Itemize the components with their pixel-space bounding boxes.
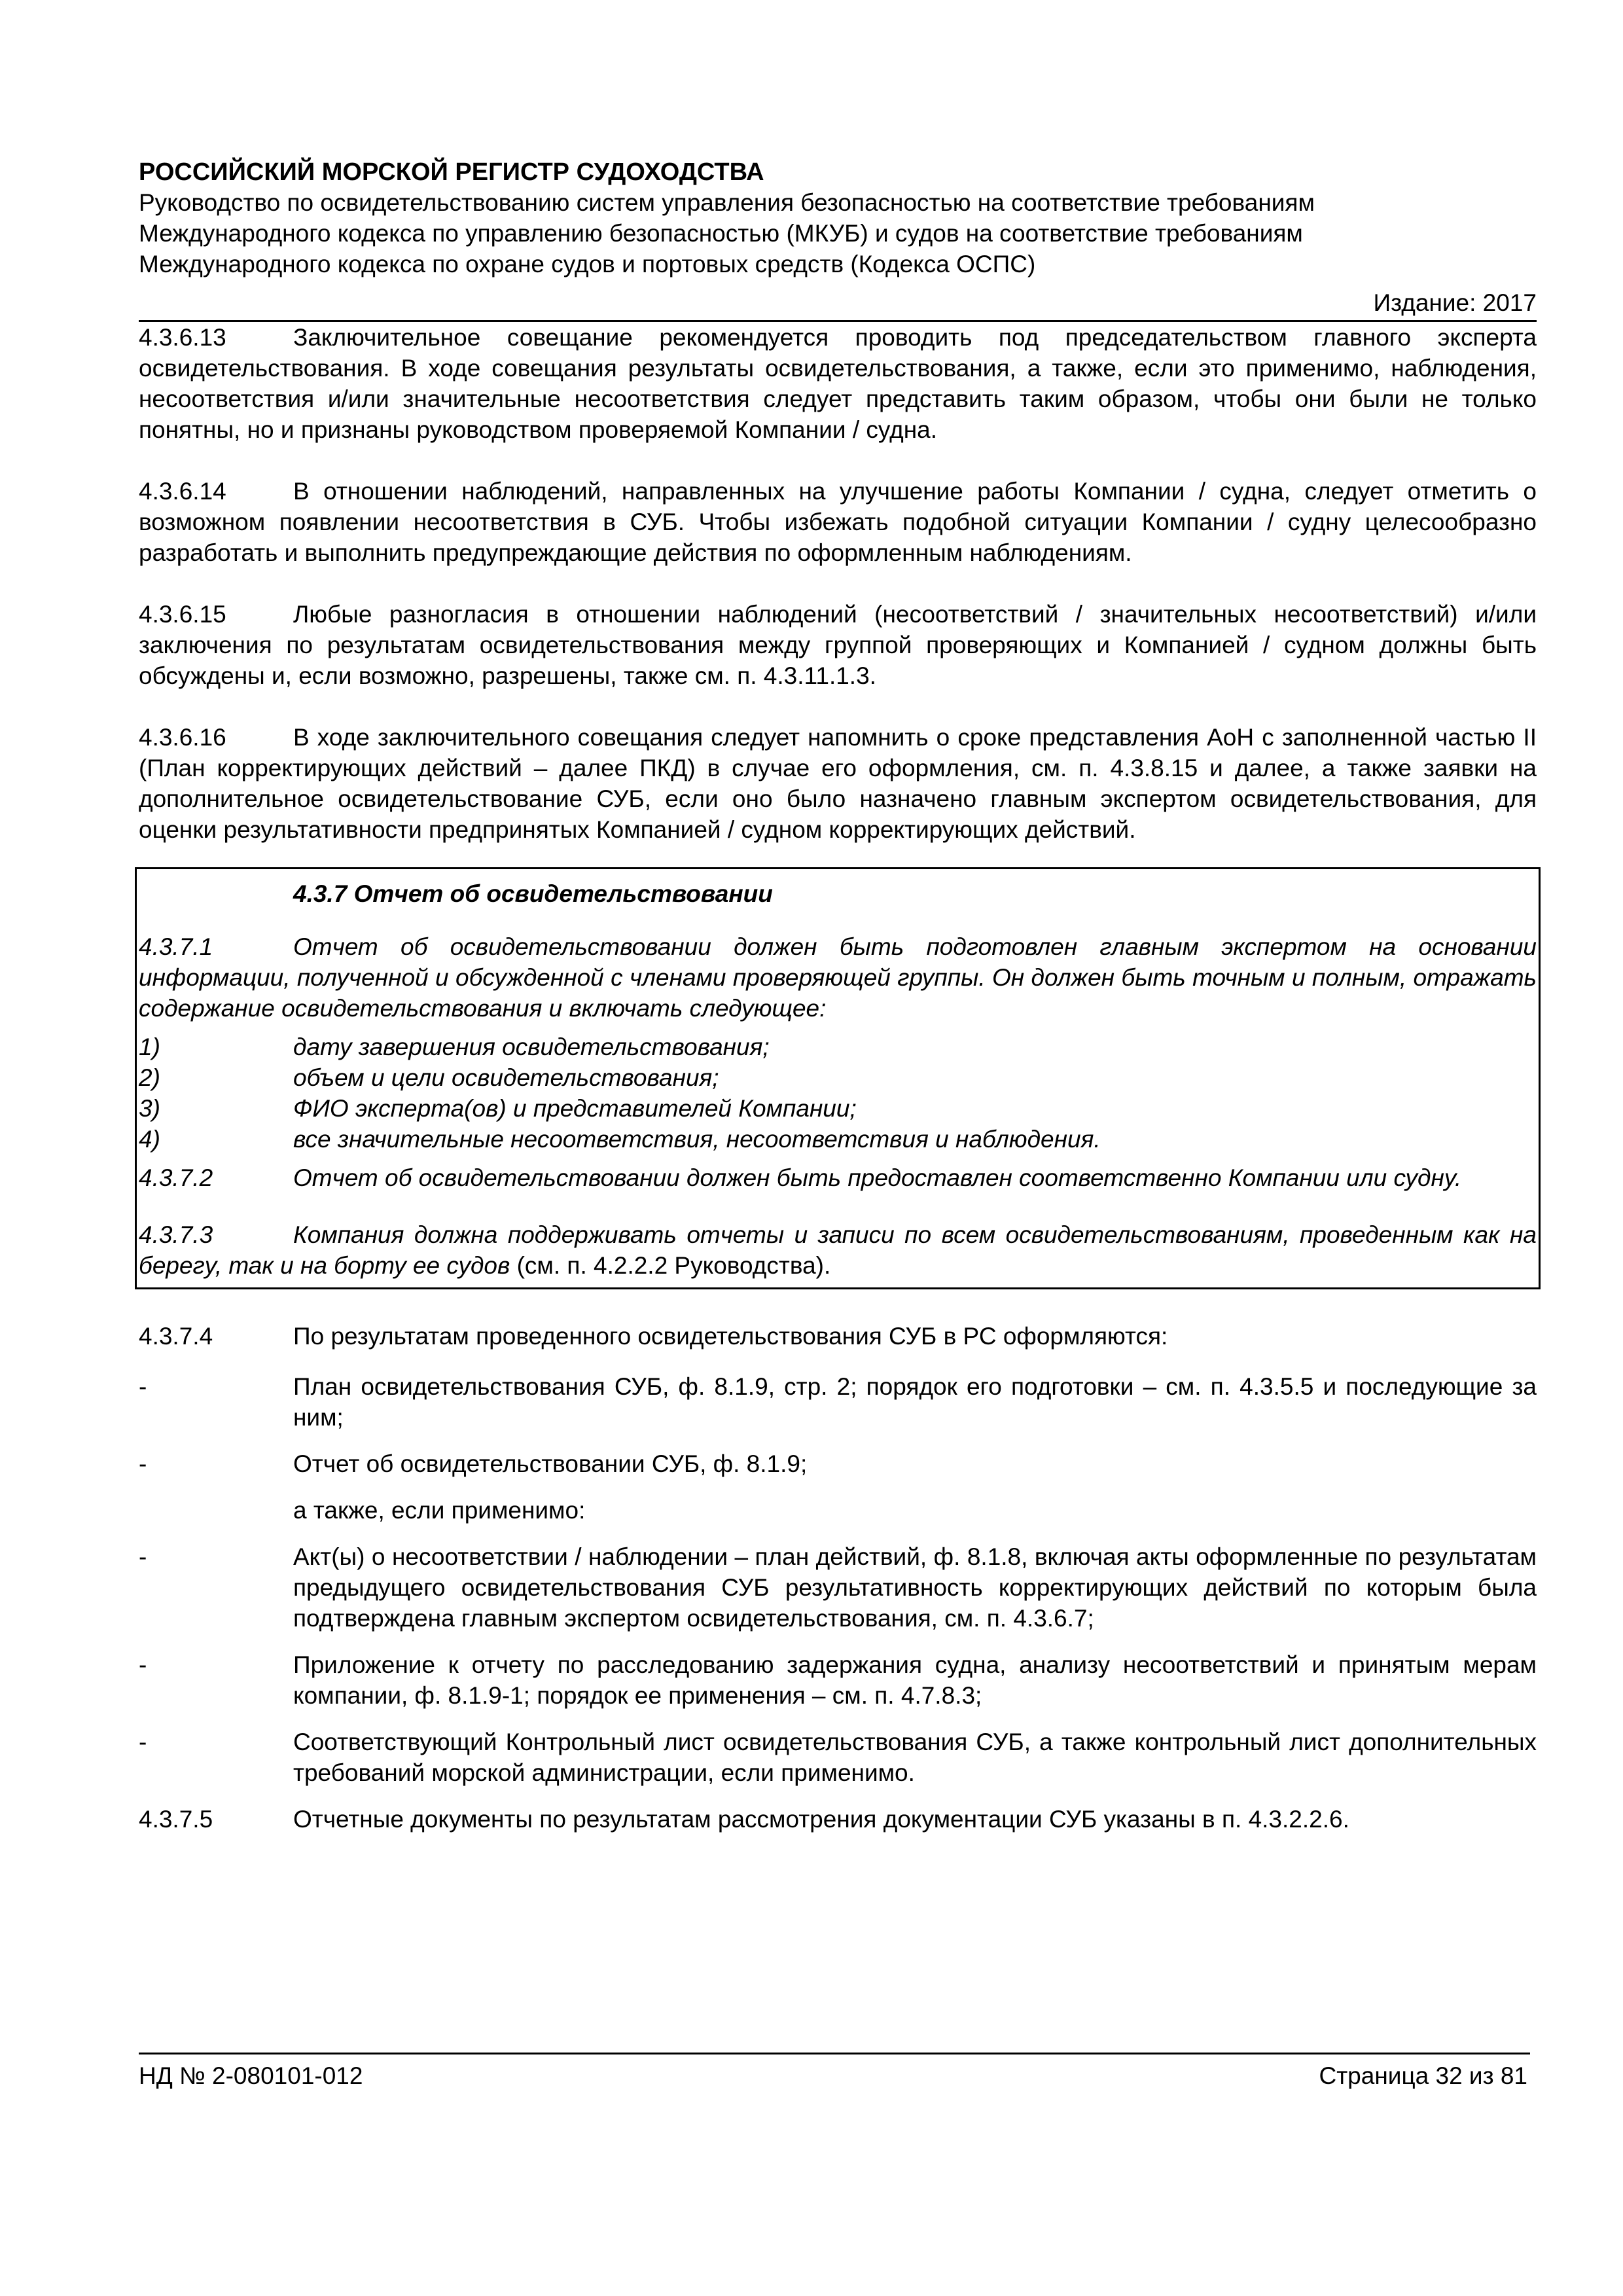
list-item bbox=[139, 1031, 1537, 1062]
paragraph-number: 4.3.7.5 bbox=[139, 1806, 213, 1833]
paragraph-number: 4.3.7.2 bbox=[139, 1164, 213, 1191]
org-name: РОССИЙСКИЙ МОРСКОЙ РЕГИСТР СУДОХОДСТВА bbox=[139, 158, 764, 186]
list-item-text: План освидетельствования СУБ, ф. 8.1.9, стр. 2; порядок его подготовки – см. п. 4.3.5.5 и последующие за ним; bbox=[293, 1373, 1537, 1431]
list-marker: - bbox=[139, 1729, 147, 1755]
list-item bbox=[139, 1727, 1537, 1788]
paragraph-4-3-7-2 bbox=[139, 1162, 1537, 1193]
list-item bbox=[139, 1371, 1537, 1433]
list-item bbox=[139, 1541, 1537, 1634]
list-marker: - bbox=[139, 1651, 147, 1678]
paragraph-4-3-6-14 bbox=[139, 476, 1537, 568]
section-4-3-6 bbox=[139, 322, 1537, 845]
list-item-text: объем и цели освидетельствования; bbox=[293, 1064, 719, 1091]
list-marker bbox=[139, 1495, 293, 1526]
paragraph-4-3-7-5 bbox=[139, 1804, 1537, 1835]
list-item-text: все значительные несоответствия, несоответствия и наблюдения. bbox=[293, 1126, 1101, 1153]
paragraph-4-3-7-1 bbox=[139, 931, 1537, 1024]
list-marker: - bbox=[139, 1450, 147, 1477]
paragraph-number: 4.3.6.16 bbox=[139, 724, 226, 751]
paragraph-reference: (см. п. 4.2.2.2 Руководства). bbox=[510, 1252, 831, 1279]
paragraph-number: 4.3.6.15 bbox=[139, 601, 226, 628]
list-item-text: ФИО эксперта(ов) и представителей Компании; bbox=[293, 1095, 857, 1122]
paragraph-text: Отчет об освидетельствовании должен быть подготовлен главным экспертом на основании информации, полученной и обсужденной с членами проверяющей группы. Он должен быть точным и полным, отражать содержание освидетельствования и включать следующее: bbox=[139, 933, 1537, 1022]
list-item-text: а также, если применимо: bbox=[293, 1497, 586, 1524]
edition-label: Издание: 2017 bbox=[1373, 289, 1537, 316]
document-title-line-1: Руководство по освидетельствованию систем управления безопасностью на соответствие требованиям bbox=[139, 189, 1315, 216]
list-marker: 1) bbox=[139, 1033, 160, 1060]
list-item bbox=[139, 1062, 1537, 1093]
header bbox=[139, 157, 1537, 322]
document-number: НД № 2-080101-012 bbox=[139, 2062, 363, 2089]
paragraph-number: 4.3.7.3 bbox=[139, 1221, 213, 1248]
section-4-3-7-box bbox=[135, 867, 1541, 1289]
list-marker: 2) bbox=[139, 1064, 160, 1091]
paragraph-4-3-6-15 bbox=[139, 599, 1537, 691]
paragraph-text: По результатам проведенного освидетельствования СУБ в РС оформляются: bbox=[293, 1323, 1168, 1350]
list-item-text: Соответствующий Контрольный лист освидетельствования СУБ, а также контрольный лист дополнительных требований морской администрации, если применимо. bbox=[293, 1729, 1537, 1786]
document-page bbox=[139, 157, 1537, 1835]
list-item bbox=[139, 1495, 1537, 1526]
page-footer bbox=[139, 2053, 1530, 2091]
list-item-text: Приложение к отчету по расследованию задержания судна, анализу несоответствий и принятым мерам компании, ф. 8.1.9-1; порядок ее применения – см. п. 4.7.8.3; bbox=[293, 1651, 1537, 1709]
list-marker: - bbox=[139, 1373, 147, 1400]
paragraph-text: Любые разногласия в отношении наблюдений (несоответствий / значительных несоответствий) и/или заключения по результатам освидетельствования между группой проверяющих и Компанией / судном должны быть обсуждены и, если возможно, разрешены, также см. п. 4.3.11.1.3. bbox=[139, 601, 1537, 689]
paragraph-4-3-6-16 bbox=[139, 722, 1537, 845]
list-marker: - bbox=[139, 1543, 147, 1570]
section-heading: 4.3.7 Отчет об освидетельствовании bbox=[293, 880, 773, 907]
list-item-text: Акт(ы) о несоответствии / наблюдении – план действий, ф. 8.1.8, включая акты оформленные по результатам предыдущего освидетельствования СУБ результативность корректирующих действий по которым была подтверждена главным экспертом освидетельствования, см. п. 4.3.6.7; bbox=[293, 1543, 1537, 1632]
list-marker: 3) bbox=[139, 1095, 160, 1122]
list-marker: 4) bbox=[139, 1126, 160, 1153]
list-item-text: Отчет об освидетельствовании СУБ, ф. 8.1.9; bbox=[293, 1450, 808, 1477]
document-title-line-2: Международного кодекса по управлению безопасностью (МКУБ) и судов на соответствие требованиям bbox=[139, 220, 1303, 247]
paragraph-number: 4.3.7.4 bbox=[139, 1323, 213, 1350]
report-contents-list bbox=[139, 1031, 1537, 1155]
page-number: Страница 32 из 81 bbox=[1319, 2062, 1527, 2089]
paragraph-text: Компания должна поддерживать отчеты и записи по всем освидетельствованиям, проведенным как на берегу, так и на борту ее судов bbox=[139, 1221, 1537, 1279]
paragraph-number: 4.3.6.14 bbox=[139, 478, 226, 505]
paragraph-text: В отношении наблюдений, направленных на улучшение работы Компании / судна, следует отметить о возможном появлении несоответствия в СУБ. Чтобы избежать подобной ситуации Компании / судну целесообразно разработать и выполнить предупреждающие действия по оформленным наблюдениям. bbox=[139, 478, 1537, 566]
paragraph-text: Отчетные документы по результатам рассмотрения документации СУБ указаны в п. 4.3.2.2.6. bbox=[293, 1806, 1349, 1833]
list-item bbox=[139, 1124, 1537, 1155]
paragraph-4-3-7-3 bbox=[139, 1219, 1537, 1281]
list-item-text: дату завершения освидетельствования; bbox=[293, 1033, 770, 1060]
section-4-3-7-4 bbox=[139, 1321, 1537, 1835]
paragraph-text: Отчет об освидетельствовании должен быть предоставлен соответственно Компании или судну. bbox=[293, 1164, 1462, 1191]
paragraph-text: Заключительное совещание рекомендуется проводить под председательством главного эксперта освидетельствования. В ходе совещания результаты освидетельствования, а также, если это применимо, наблюдения, несоответствия и/или значительные несоответствия следует представить таким образом, чтобы они были не только понятны, но и признаны руководством проверяемой Компании / судна. bbox=[139, 324, 1537, 443]
paragraph-number: 4.3.6.13 bbox=[139, 324, 226, 351]
list-item bbox=[139, 1093, 1537, 1124]
document-title-line-3: Международного кодекса по охране судов и портовых средств (Кодекса ОСПС) bbox=[139, 251, 1036, 278]
paragraph-4-3-6-13 bbox=[139, 322, 1537, 445]
list-item bbox=[139, 1649, 1537, 1711]
paragraph-text: В ходе заключительного совещания следует напомнить о сроке представления АоН с заполненной частью II (План корректирующих действий – далее ПКД) в случае его оформления, см. п. 4.3.8.15 и далее, а также заявки на дополнительное освидетельствование СУБ, если оно было назначено главным экспертом освидетельствования, для оценки результативности предпринятых Компанией / судном корректирующих действий. bbox=[139, 724, 1537, 843]
list-item bbox=[139, 1448, 1537, 1479]
paragraph-number: 4.3.7.1 bbox=[139, 933, 213, 960]
paragraph-4-3-7-4 bbox=[139, 1321, 1537, 1352]
